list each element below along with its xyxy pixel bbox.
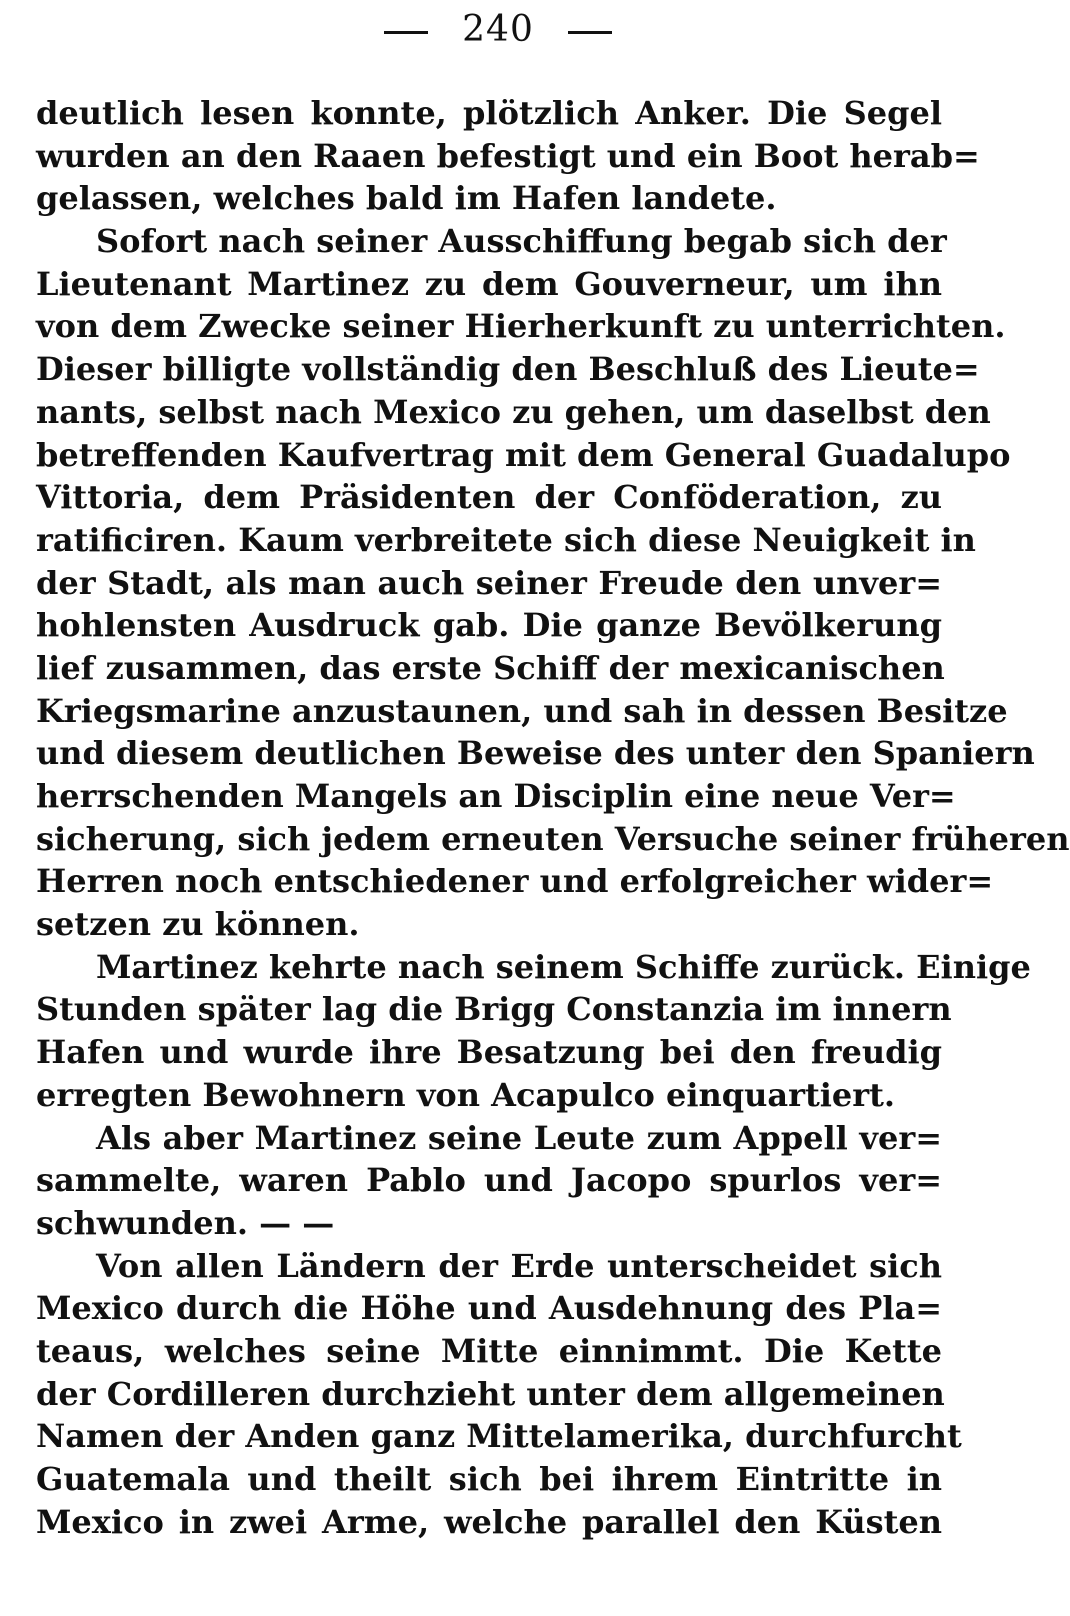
text-line: sicherung, sich jedem erneuten Versuche seiner früheren xyxy=(36,819,1070,858)
text-line: schwunden. — — xyxy=(36,1203,335,1242)
text-line: lief zusammen, das erste Schiff der mexicanischen xyxy=(36,648,945,687)
text-line: Guatemala und theilt sich bei ihrem Eintritte in xyxy=(36,1460,942,1498)
text-line: Als aber Martinez seine Leute zum Appell ver= xyxy=(96,1118,942,1157)
text-line: ratificiren. Kaum verbreitete sich diese Neuigkeit in xyxy=(36,520,976,559)
text-line: der Cordilleren durchzieht unter dem allgemeinen xyxy=(36,1374,945,1413)
text-line: Lieutenant Martinez zu dem Gouverneur, um ihn xyxy=(36,264,942,303)
text-line: Sofort nach seiner Ausschiffung begab sich der xyxy=(96,222,947,261)
body-text xyxy=(36,92,1070,1543)
text-line: gelassen, welches bald im Hafen landete. xyxy=(36,179,777,218)
header-dash-left xyxy=(384,31,428,34)
text-line: Von allen Ländern der Erde unterscheidet sich xyxy=(96,1246,942,1285)
text-line: Mexico in zwei Arme, welche parallel den Küsten xyxy=(36,1502,942,1541)
text-line: Martinez kehrte nach seinem Schiffe zurück. Einige xyxy=(96,947,1031,986)
text-line: Mexico durch die Höhe und Ausdehnung des Pla= xyxy=(36,1289,942,1328)
text-line: teaus, welches seine Mitte einnimmt. Die Kette xyxy=(36,1331,942,1370)
text-line: setzen zu können. xyxy=(36,905,360,944)
text-line: Kriegsmarine anzustaunen, und sah in dessen Besitze xyxy=(36,691,1008,730)
page-header xyxy=(0,8,996,52)
text-line: Namen der Anden ganz Mittelamerika, durchfurcht xyxy=(36,1417,962,1456)
text-line: wurden an den Raaen befestigt und ein Boot herab= xyxy=(36,136,980,175)
text-line: von dem Zwecke seiner Hierherkunft zu unterrichten. xyxy=(36,307,1006,346)
text-line: nants, selbst nach Mexico zu gehen, um daselbst den xyxy=(36,392,991,431)
header-dash-right xyxy=(568,31,612,34)
text-line: hohlensten Ausdruck gab. Die ganze Bevölkerung xyxy=(36,606,942,645)
text-line: erregten Bewohnern von Acapulco einquartiert. xyxy=(36,1075,896,1114)
text-line: deutlich lesen konnte, plötzlich Anker. Die Segel xyxy=(36,94,942,132)
text-line: Stunden später lag die Brigg Constanzia im innern xyxy=(36,990,952,1029)
text-line: Vittoria, dem Präsidenten der Conföderation, zu xyxy=(36,478,942,517)
text-line: herrschenden Mangels an Disciplin eine neue Ver= xyxy=(36,777,956,815)
text-line: und diesem deutlichen Beweise des unter den Spaniern xyxy=(36,734,1035,773)
text-line: Hafen und wurde ihre Besatzung bei den freudig xyxy=(36,1033,942,1072)
text-line: sammelte, waren Pablo und Jacopo spurlos ver= xyxy=(36,1161,942,1200)
text-line: der Stadt, als man auch seiner Freude den unver= xyxy=(36,563,942,602)
page-number: 240 xyxy=(462,9,534,50)
text-line: betreffenden Kaufvertrag mit dem General Guadalupo xyxy=(36,435,1011,474)
text-line: Dieser billigte vollständig den Beschluß des Lieute= xyxy=(36,350,980,389)
text-line: Herren noch entschiedener und erfolgreicher wider= xyxy=(36,862,994,901)
